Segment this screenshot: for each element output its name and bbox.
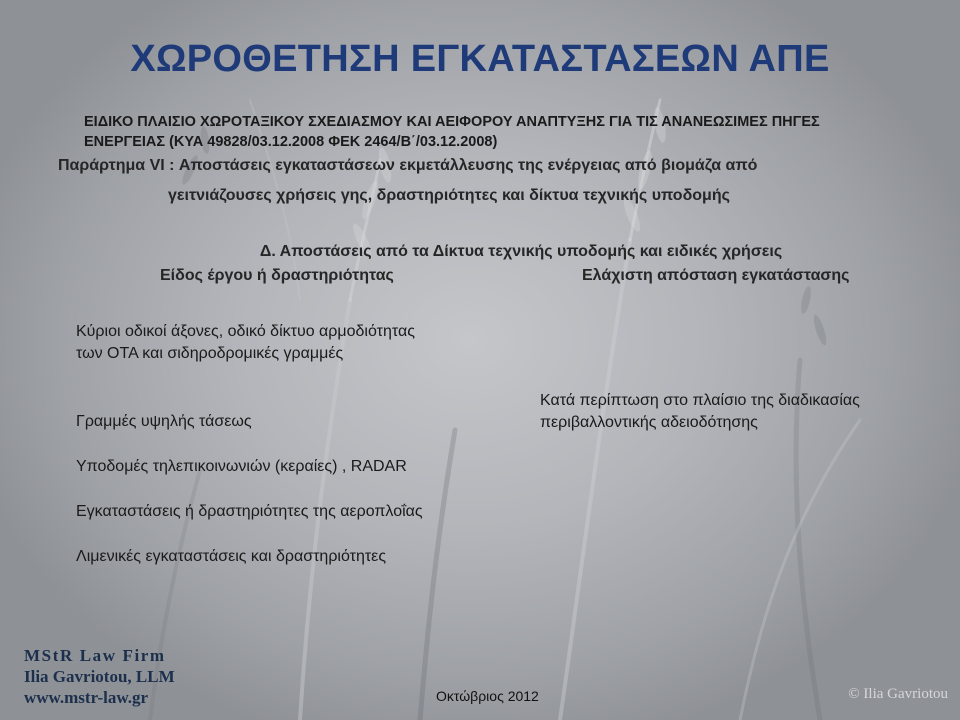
note-line-1: Κατά περίπτωση στο πλαίσιο της διαδικασίας [540, 392, 860, 409]
row-label-line-1: Λιμενικές εγκαταστάσεις και δραστηριότητες [76, 548, 387, 565]
annex-heading-line-1: Παράρτημα VI : Αποστάσεις εγκαταστάσεων εκμετάλλευσης της ενέργειας από βιομάζα από [58, 157, 758, 174]
annex-heading-line-2: γειτνιάζουσες χρήσεις γης, δραστηριότητες και δίκτυα τεχνικής υποδομής [168, 187, 730, 204]
row-label-line-1: Εγκαταστάσεις ή δραστηριότητες της αεροπλοΐας [76, 503, 423, 520]
subtitle-line-2: ΕΝΕΡΓΕΙΑΣ (ΚΥΑ 49828/03.12.2008 ΦΕΚ 2464/Β΄/03.12.2008) [84, 134, 498, 150]
section-heading: Δ. Αποστάσεις από τα Δίκτυα τεχνικής υποδομής και ειδικές χρήσεις [259, 243, 783, 260]
column-header-project-type: Είδος έργου ή δραστηριότητας [160, 267, 394, 284]
slide-date: Οκτώβριος 2012 [436, 688, 539, 704]
firm-signature [24, 645, 175, 708]
table-row [76, 501, 423, 523]
author-name: Ilia Gavriotou, LLM [24, 667, 175, 686]
table-row [76, 546, 386, 568]
firm-website: www.mstr-law.gr [24, 688, 149, 707]
minimum-distance-note [540, 390, 920, 434]
subtitle-line-1: ΕΙΔΙΚΟ ΠΛΑΙΣΙΟ ΧΩΡΟΤΑΞΙΚΟΥ ΣΧΕΔΙΑΣΜΟΥ ΚΑΙ ΑΕΙΦΟΡΟΥ ΑΝΑΠΤΥΞΗΣ ΓΙΑ ΤΙΣ ΑΝΑΝΕΩΣΙΜΕΣ ΠΗΓΕΣ [84, 114, 820, 130]
row-label-line-1: Υποδομές τηλεπικοινωνιών (κεραίες) , RADAR [76, 458, 407, 475]
row-label-line-1: Γραμμές υψηλής τάσεως [76, 413, 252, 430]
firm-name: MStR Law Firm [24, 646, 166, 665]
row-label-line-1: Κύριοι οδικοί άξονες, οδικό δίκτυο αρμοδιότητας [76, 323, 415, 340]
table-row [76, 321, 415, 365]
note-line-2: περιβαλλοντικής αδειοδότησης [540, 414, 758, 431]
table-row [76, 411, 252, 433]
slide-title: ΧΩΡΟΘΕΤΗΣΗ ΕΓΚΑΤΑΣΤΑΣΕΩΝ ΑΠΕ [130, 38, 830, 80]
table-row [76, 456, 407, 478]
subtitle [84, 112, 884, 152]
column-header-minimum-distance: Ελάχιστη απόσταση εγκατάστασης [582, 267, 850, 284]
row-label-line-2: των ΟΤΑ και σιδηροδρομικές γραμμές [76, 345, 344, 362]
copyright-notice: © Ilia Gavriotou [848, 686, 948, 702]
